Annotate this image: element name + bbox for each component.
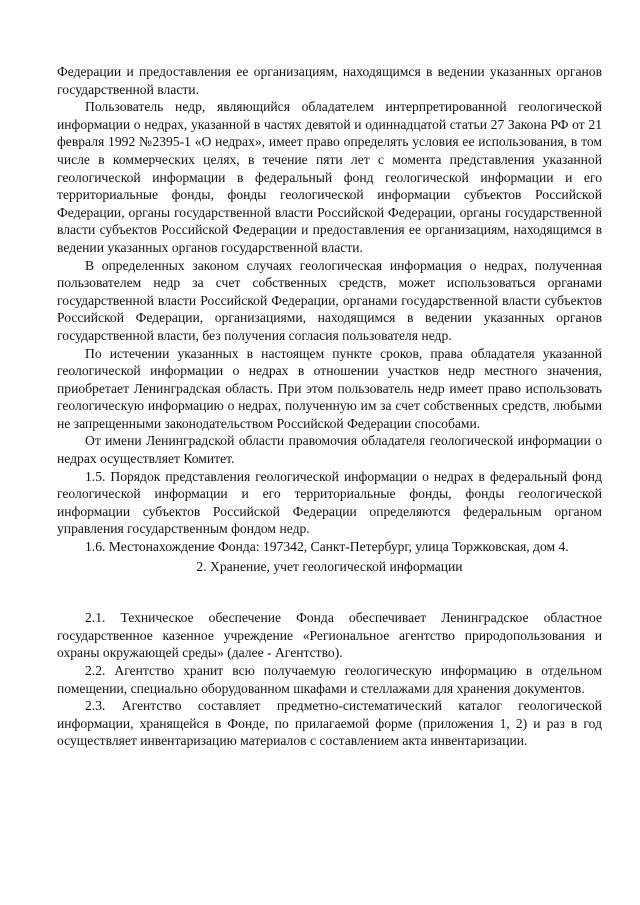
paragraph-committee-authority: От имени Ленинградской области правомочия обладателя геологической информации о недрах осуществляет Комитет. (57, 433, 602, 467)
paragraph-rights-expiry: По истечении указанных в настоящем пункте сроков, права обладателя указанной геологической информации о недрах в отношении участков недр местного значения, приобретает Ленинградская область. При этом пользователь недр имеет право использовать геологическую информацию о недрах, полученную им за счет собственных средств, любыми не запрещенными законодательством Российской Федерации способами. (57, 345, 602, 431)
paragraph-use-without-consent: В определенных законом случаях геологическая информация о недрах, полученная пользователем недр за счет собственных средств, может использоваться органами государственной власти Российской Федерации, органами государственной власти субъектов Российской Федерации, организациями, находящимся в ведении указанных органов государственной власти, без получения согласия пользователя недр. (57, 257, 602, 343)
section-heading: 2. Хранение, учет геологической информации (196, 558, 463, 574)
paragraph-subsoil-user-rights: Пользователь недр, являющийся обладателем интерпретированной геологической информации о недрах, указанной в частях девятой и одиннадцатой статьи 27 Закона РФ от 21 февраля 1992 №2395-1 «О недрах», имеет право определять условия ее использования, в том числе в коммерческих целях, в течение пяти лет с момента представления указанной геологической информации в федеральный фонд геологической информации и его территориальные фонды, фонды геологической информации субъектов Российской Федерации, органы государственной власти Российской Федерации, органы государственной власти субъектов Российской Федерации и предоставления ее организациям, находящимся в ведении указанных органов государственной власти. (57, 99, 602, 255)
paragraph-2-2: 2.2. Агентство хранит всю получаемую геологическую информацию в отдельном помещении, специально оборудованном шкафами и стеллажами для хранения документов. (57, 663, 602, 696)
paragraph-2-1: 2.1. Техническое обеспечение Фонда обеспечивает Ленинградское областное государственное казенное учреждение «Региональное агентство природопользования и охраны окружающей среды» (далее - Агентство). (57, 610, 602, 661)
paragraph-continuation: Федерации и предоставления ее организациям, находящимся в ведении указанных органов государственной власти. (57, 64, 602, 97)
paragraph-1-5: 1.5. Порядок представления геологической информации о недрах в федеральный фонд геологической информации и его территориальные фонды, фонды геологической информации субъектов Российской Федерации определяются федеральным органом управления государственным фондом недр. (57, 468, 602, 537)
document-body (57, 63, 602, 750)
paragraph-2-3: 2.3. Агентство составляет предметно-систематический каталог геологической информации, хранящейся в Фонде, по прилагаемой форме (приложения 1, 2) и раз в год осуществляет инвентаризацию материалов с составлением акта инвентаризации. (57, 698, 602, 749)
paragraph-1-6: 1.6. Местонахождение Фонда: 197342, Санкт-Петербург, улица Торжковская, дом 4. (85, 539, 569, 555)
